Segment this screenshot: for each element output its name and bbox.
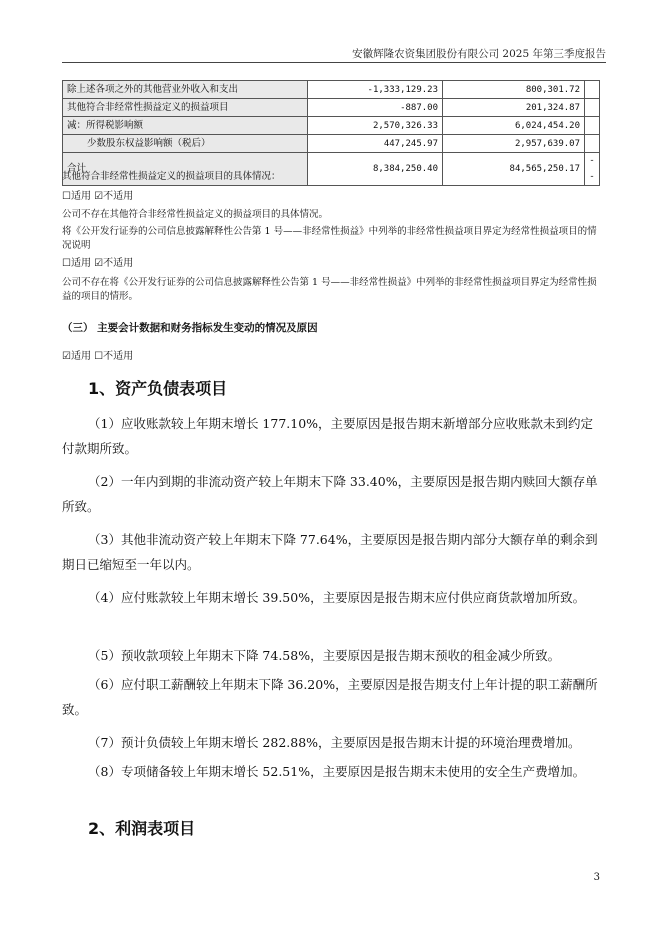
applicability-checkbox-line: ☑适用 ☐不适用 <box>62 351 134 362</box>
ytd-value: 2,957,639.07 <box>443 135 585 153</box>
balance-sheet-heading: 1、资产负债表项目 <box>88 379 228 398</box>
applicability-checkbox-line: ☐适用 ☑不适用 <box>62 258 134 269</box>
balance-sheet-item: （2）一年内到期的非流动资产较上年期末下降 33.40%，主要原因是报告期内赎回大额存单所致。 <box>62 474 598 514</box>
current-period-value: 447,245.97 <box>308 135 443 153</box>
current-period-value: -1,333,129.23 <box>308 81 443 99</box>
balance-sheet-item: （1）应收账款较上年期末增长 177.10%，主要原因是报告期末新增部分应收账款未到约定付款期所致。 <box>62 416 594 456</box>
report-header-title: 安徽辉隆农资集团股份有限公司 2025 年第三季度报告 <box>352 48 606 60</box>
total-current-period-value: 8,384,250.40 <box>308 153 443 186</box>
balance-sheet-item: （8）专项储备较上年期末增长 52.51%，主要原因是报告期末未使用的安全生产费增加。 <box>88 764 586 779</box>
balance-sheet-item: （5）预收款项较上年期末下降 74.58%，主要原因是报告期末预收的租金减少所致。 <box>88 648 561 663</box>
table-row <box>63 135 600 153</box>
balance-sheet-item: （3）其他非流动资产较上年期末下降 77.64%，主要原因是报告期内部分大额存单的剩余到期日已缩短至一年以内。 <box>62 532 598 572</box>
table-row <box>63 99 600 117</box>
row-label: 少数股东权益影响额（税后） <box>63 135 308 153</box>
total-label: 合计 <box>63 153 308 186</box>
row-note <box>585 99 600 117</box>
applicability-checkbox-line: ☐适用 ☑不适用 <box>62 191 134 202</box>
table-row <box>63 117 600 135</box>
balance-sheet-item: （4）应付账款较上年期末增长 39.50%，主要原因是报告期末应付供应商货款增加所致。 <box>88 590 586 605</box>
table-row <box>63 81 600 99</box>
page-number: 3 <box>593 872 600 883</box>
balance-sheet-item: （7）预计负债较上年期末增长 282.88%，主要原因是报告期末计提的环境治理费增加。 <box>88 735 581 750</box>
section-title: （三） 主要会计数据和财务指标发生变动的情况及原因 <box>62 322 318 334</box>
reclassification-title: 将《公开发行证券的公司信息披露解释性公告第 1 号——非经常性损益》中列举的非经常性损益项目界定为经常性损益项目的情况说明 <box>62 226 597 251</box>
other-items-title: 其他符合非经常性损益定义的损益项目的具体情况： <box>62 171 281 182</box>
current-period-value: -887.00 <box>308 99 443 117</box>
reclassification-text: 公司不存在将《公开发行证券的公司信息披露解释性公告第 1 号——非经常性损益》中列举的非经常性损益项目界定为经常性损益的项目的情形。 <box>62 277 597 302</box>
row-note <box>585 117 600 135</box>
ytd-value: 800,301.72 <box>443 81 585 99</box>
ytd-value: 201,324.87 <box>443 99 585 117</box>
row-note <box>585 81 600 99</box>
row-label: 其他符合非经常性损益定义的损益项目 <box>63 99 308 117</box>
income-statement-heading: 2、利润表项目 <box>88 819 196 838</box>
total-ytd-value: 84,565,250.17 <box>443 153 585 186</box>
balance-sheet-item: （6）应付职工薪酬较上年期末下降 36.20%，主要原因是报告期支付上年计提的职工薪酬所致。 <box>62 677 598 717</box>
ytd-value: 6,024,454.20 <box>443 117 585 135</box>
total-note: -- <box>585 153 600 186</box>
row-label: 除上述各项之外的其他营业外收入和支出 <box>63 81 308 99</box>
other-items-text: 公司不存在其他符合非经常性损益定义的损益项目的具体情况。 <box>62 209 329 220</box>
row-note <box>585 135 600 153</box>
current-period-value: 2,570,326.33 <box>308 117 443 135</box>
header-divider <box>62 62 606 63</box>
row-label: 减：所得税影响额 <box>63 117 308 135</box>
